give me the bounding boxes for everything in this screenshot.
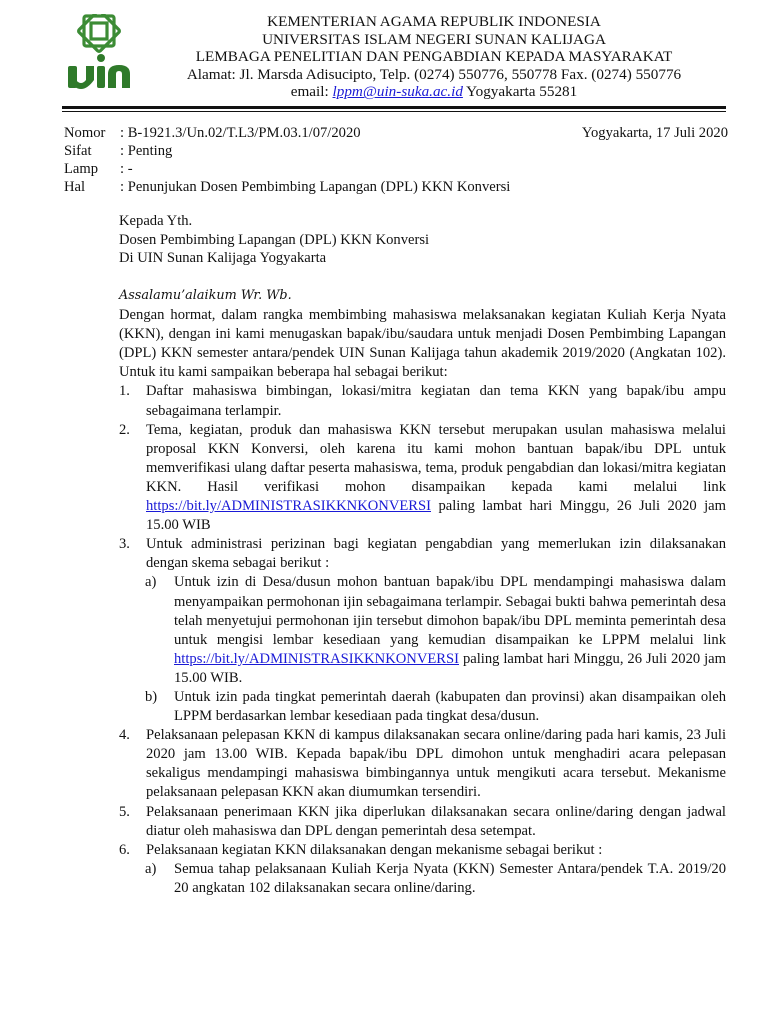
uin-logo: [64, 14, 134, 90]
nomor-row: Nomor : B-1921.3/Un.02/T.L3/PM.03.1/07/2020: [64, 125, 361, 141]
letter-date: Yogyakarta, 17 Juli 2020: [581, 125, 728, 141]
sifat-row: Sifat : Penting: [64, 143, 173, 159]
address-line: Alamat: Jl. Marsda Adisucipto, Telp. (0274) 550776, 550778 Fax. (0274) 550776: [186, 65, 682, 83]
sublist-item: a) Untuk izin di Desa/dusun mohon bantuan bapak/ibu DPL mendampingi mahasiswa dalam menyampaikan permohonan ijin sebagaimana terlampir. Sebagai bukti bahwa pemerintah desa telah menyetujui permohonan ijin tersebut dimohon bapak/ibu DPL meminta pemerintah desa untuk mengisi lembar kesediaan yang kemudian disampaikan ke LPPM melalui link https://bit.ly/ADMINISTRASIKKNKONVERSI paling lambat hari Minggu, 26 Juli 2020 jam 15.00 WIB.: [145, 574, 726, 686]
email-link[interactable]: lppm@uin-suka.ac.id: [332, 83, 463, 101]
email-line: email: lppm@uin-suka.ac.id Yogyakarta 55281: [290, 83, 578, 101]
list-item: 1. Daftar mahasiswa bimbingan, lokasi/mitra kegiatan dan tema KKN yang bapak/ibu ampu sebagaimana terlampir.: [119, 383, 726, 419]
sublist: [145, 573, 726, 726]
university-name: UNIVERSITAS ISLAM NEGERI SUNAN KALIJAGA: [262, 30, 606, 48]
list-item: 6. Pelaksanaan kegiatan KKN dilaksanakan dengan mekanisme sebagai berikut :: [119, 841, 603, 858]
header-rule-thin: [62, 111, 726, 112]
ministry-name: KEMENTERIAN AGAMA REPUBLIK INDONESIA: [267, 13, 601, 30]
list-item: 3. Untuk administrasi perizinan bagi kegiatan pengabdian yang memerlukan izin dilaksanakan dengan skema sebagai berikut :: [119, 536, 726, 572]
greeting: Assalamu’alaikum Wr. Wb.: [119, 288, 292, 303]
institute-name: LEMBAGA PENELITIAN DAN PENGABDIAN KEPADA MASYARAKAT: [195, 48, 673, 66]
letter-meta: [64, 124, 728, 196]
recipient-block: Kepada Yth. Dosen Pembimbing Lapangan (DPL) KKN Konversi Di UIN Sunan Kalijaga Yogyakarta: [119, 213, 430, 266]
intro-paragraph: Dengan hormat, dalam rangka membimbing mahasiswa melaksanakan kegiatan Kuliah Kerja Nyata (KKN), dengan ini kami menugaskan bapak/ibu/saudara untuk menjadi Dosen Pembimbing Lapangan (DPL) KKN semester antara/pendek UIN Sunan Kalijaga tahun akademik 2019/2020 (Angkatan 102). Untuk itu kami sampaikan beberapa hal sebagai berikut:: [119, 307, 726, 381]
numbered-list: [119, 382, 726, 898]
lamp-row: Lamp : -: [64, 161, 133, 177]
list-item: 2. Tema, kegiatan, produk dan mahasiswa KKN tersebut merupakan usulan mahasiswa melalui proposal KKN Konversi, oleh karena itu kami mohon bantuan bapak/ibu DPL untuk memverifikasi ulang daftar peserta mahasiswa, tema, produk pengabdian dan lokasi/mitra kegiatan KKN. Hasil verifikasi mohon disampaikan kepada kami melalui link https://bit.ly/ADMINISTRASIKKNKONVERSI paling lambat hari Minggu, 26 Juli 2020 jam 15.00 WIB: [119, 421, 726, 534]
letter-body: [119, 286, 726, 898]
verification-link[interactable]: https://bit.ly/ADMINISTRASIKKNKONVERSI: [146, 498, 431, 515]
list-item: 5. Pelaksanaan penerimaan KKN jika diperlukan dilaksanakan secara online/daring dengan jadwal diatur oleh mahasiswa dan DPL dengan pemerintah desa setempat.: [119, 803, 726, 839]
header-rule-thick: [62, 106, 726, 109]
sublist: [145, 860, 726, 898]
letterhead: [140, 13, 728, 101]
list-item: 4. Pelaksanaan pelepasan KKN di kampus dilaksanakan secara online/daring pada hari kamis, 23 Juli 2020 jam 13.00 WIB. Kepada bapak/ibu DPL dimohon untuk menghadiri acara pelepasan sekaligus mendampingi mahasiswa bimbingannya untuk mengikuti acara tersebut. Mekanisme pelaksanaan pelepasan KKN akan diumumkan tersendiri.: [119, 727, 726, 801]
permit-link[interactable]: https://bit.ly/ADMINISTRASIKKNKONVERSI: [174, 650, 459, 667]
hal-row: Hal : Penunjukan Dosen Pembimbing Lapangan (DPL) KKN Konversi: [64, 179, 511, 195]
sublist-item: b) Untuk izin pada tingkat pemerintah daerah (kabupaten dan provinsi) akan disampaikan oleh LPPM berdasarkan lembar kesediaan pada tingkat desa/dusun.: [145, 688, 726, 725]
sublist-item: a) Semua tahap pelaksanaan Kuliah Kerja Nyata (KKN) Semester Antara/pendek T.A. 2019/20 20 angkatan 102 dilaksanakan secara online/daring.: [145, 860, 726, 896]
